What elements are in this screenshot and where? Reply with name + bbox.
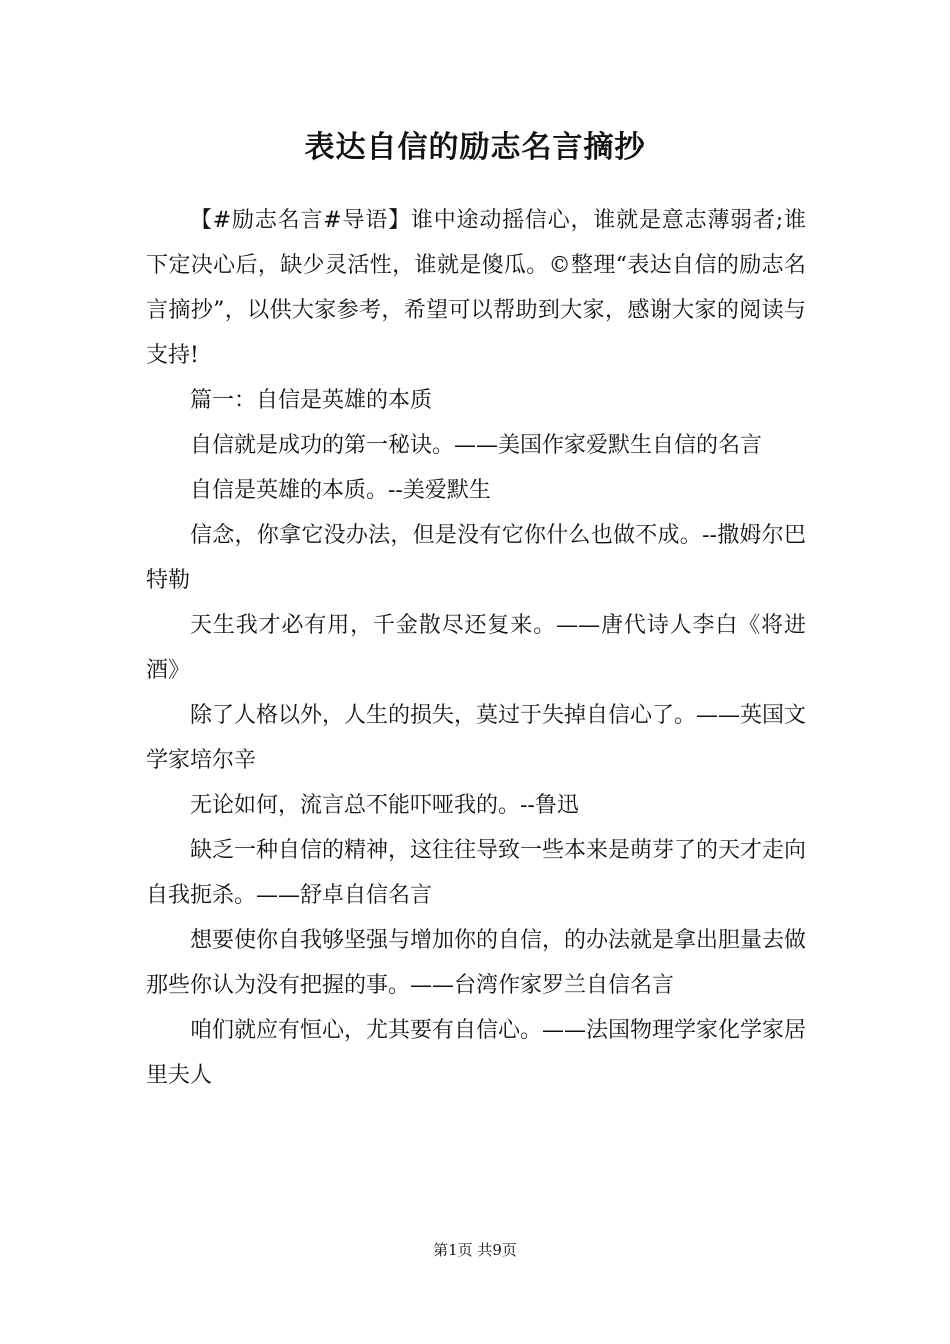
quote-paragraph: 信念，你拿它没办法，但是没有它你什么也做不成。--撒姆尔巴特勒	[146, 523, 806, 593]
document-title: 表达自信的励志名言摘抄	[304, 130, 646, 165]
section-heading: 篇一：自信是英雄的本质	[190, 388, 433, 413]
quote-paragraph: 天生我才必有用，千金散尽还复来。——唐代诗人李白《将进酒》	[146, 613, 806, 683]
quote-paragraph: 咱们就应有恒心，尤其要有自信心。——法国物理学家化学家居里夫人	[146, 1018, 807, 1088]
quote-paragraph: 想要使你自我够坚强与增加你的自信，的办法就是拿出胆量去做那些你认为没有把握的事。——台湾作家罗兰自信名言	[146, 928, 807, 998]
page-number-footer: 第1页 共9页	[433, 1241, 517, 1259]
quote-paragraph: 无论如何，流言总不能吓哑我的。--鲁迅	[190, 793, 579, 818]
intro-paragraph: 【#励志名言#导语】谁中途动摇信心，谁就是意志薄弱者;谁下定决心后，缺少灵活性，谁就是傻瓜。©整理“表达自信的励志名言摘抄”，以供大家参考，希望可以帮助到大家，感谢大家的阅读与支持!	[146, 208, 806, 368]
quote-paragraph: 缺乏一种自信的精神，这往往导致一些本来是萌芽了的天才走向自我扼杀。——舒卓自信名言	[146, 838, 807, 908]
quote-paragraph: 除了人格以外，人生的损失，莫过于失掉自信心了。——英国文学家培尔辛	[146, 703, 807, 773]
document-body	[146, 198, 806, 1098]
quote-paragraph: 自信就是成功的第一秘诀。——美国作家爱默生自信的名言	[190, 433, 763, 458]
quote-paragraph: 自信是英雄的本质。--美爱默生	[190, 478, 491, 503]
